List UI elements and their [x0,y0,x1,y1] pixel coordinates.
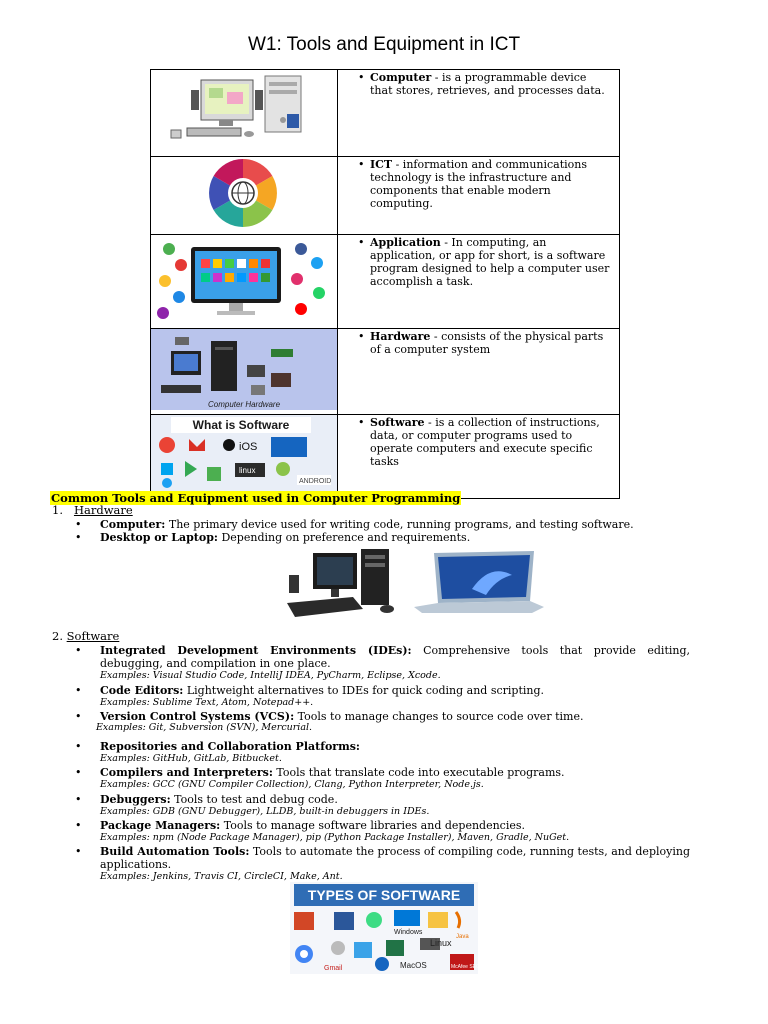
table-row [151,70,620,157]
desktop-computer-image [283,547,408,619]
example-text: Examples: GitHub, GitLab, Bitbucket. [100,753,282,764]
computer-system-illustration [151,70,337,152]
svg-text:McAfee SECURE: McAfee SECURE [451,964,491,970]
table-row [151,157,620,235]
page-title: W1: Tools and Equipment in ICT [247,34,521,55]
table-row [151,415,620,499]
example-text: Examples: Git, Subversion (SVN), Mercurial. [96,722,313,733]
svg-text:MacOS: MacOS [400,961,427,970]
ict-wheel-illustration [151,157,337,230]
apps-monitor-illustration [151,235,337,324]
svg-text:Gmail: Gmail [324,965,343,972]
software-image-cell [151,415,338,499]
hardware-image-cell [151,329,338,415]
svg-text:iOS: iOS [239,441,258,453]
list-item: • Debuggers: Tools to test and debug code. [75,793,338,806]
list-item: • Computer: The primary device used for writing code, running programs, and testing software. [75,518,634,531]
table-row [151,329,620,415]
list-item: • Integrated Development Environments (IDEs): Comprehensive tools that provide editing, debugging, and compilation in one place. [75,644,691,670]
example-text: Examples: GDB (GNU Debugger), LLDB, built-in debuggers in IDEs. [100,806,430,817]
software-definition: • Software - is a collection of instructions, data, or computer programs used to operate computers and execute specific tasks [338,415,620,499]
computer-hardware-illustration [151,329,337,410]
laptop-image [412,549,546,615]
types-of-software-image [290,882,491,974]
list-item: • Build Automation Tools: Tools to automate the process of compiling code, running tests, and deploying applications. [75,845,690,871]
list-item: • Repositories and Collaboration Platforms: [75,740,360,753]
list-item: • Version Control Systems (VCS): Tools to manage changes to source code over time. [75,710,584,723]
application-image-cell [151,235,338,329]
software-caption: What is Software [192,418,290,432]
computer-definition: • Computer - is a programmable device that stores, retrieves, and processes data. [338,70,620,157]
software-heading: 2. Software [52,629,120,643]
ict-image-cell [151,157,338,235]
list-item: • Code Editors: Lightweight alternatives to IDEs for quick coding and scripting. [75,684,545,697]
example-text: Examples: GCC (GNU Compiler Collection), Clang, Python Interpreter, Node.js. [100,779,484,790]
example-text: Examples: Sublime Text, Atom, Notepad++. [100,697,314,708]
svg-text:Linux: Linux [430,938,452,948]
list-item: • Compilers and Interpreters: Tools that translate code into executable programs. [75,766,565,779]
table-row [151,235,620,329]
svg-text:linux: linux [239,466,256,475]
list-item: • Package Managers: Tools to manage software libraries and dependencies. [75,819,526,832]
svg-text:Java: Java [456,934,469,940]
types-banner: TYPES OF SOFTWARE [307,887,461,903]
hardware-definition: • Hardware - consists of the physical parts of a computer system [338,329,620,415]
ict-definition: • ICT - information and communications technology is the infrastructure and components that enable modern computing. [338,157,620,235]
definitions-table [150,69,620,499]
list-item: • Desktop or Laptop: Depending on preference and requirements. [75,531,471,544]
svg-text:Windows: Windows [394,929,423,936]
hardware-heading: 1. Hardware [52,503,133,517]
example-text: Examples: npm (Node Package Manager), pip (Python Package Installer), Maven, Gradle, NuGet. [100,832,570,843]
computer-image-cell [151,70,338,157]
section-heading: Common Tools and Equipment used in Computer Programming [51,491,461,505]
hardware-caption: Computer Hardware [207,400,281,409]
software-logos-illustration [151,415,337,494]
example-text: Examples: Jenkins, Travis CI, CircleCI, Make, Ant. [100,871,343,882]
example-text: Examples: Visual Studio Code, IntelliJ IDEA, PyCharm, Eclipse, Xcode. [100,670,441,681]
svg-text:ANDROID: ANDROID [299,478,332,485]
application-definition: • Application - In computing, an application, or app for short, is a software program designed to help a computer user accomplish a task. [338,235,620,329]
